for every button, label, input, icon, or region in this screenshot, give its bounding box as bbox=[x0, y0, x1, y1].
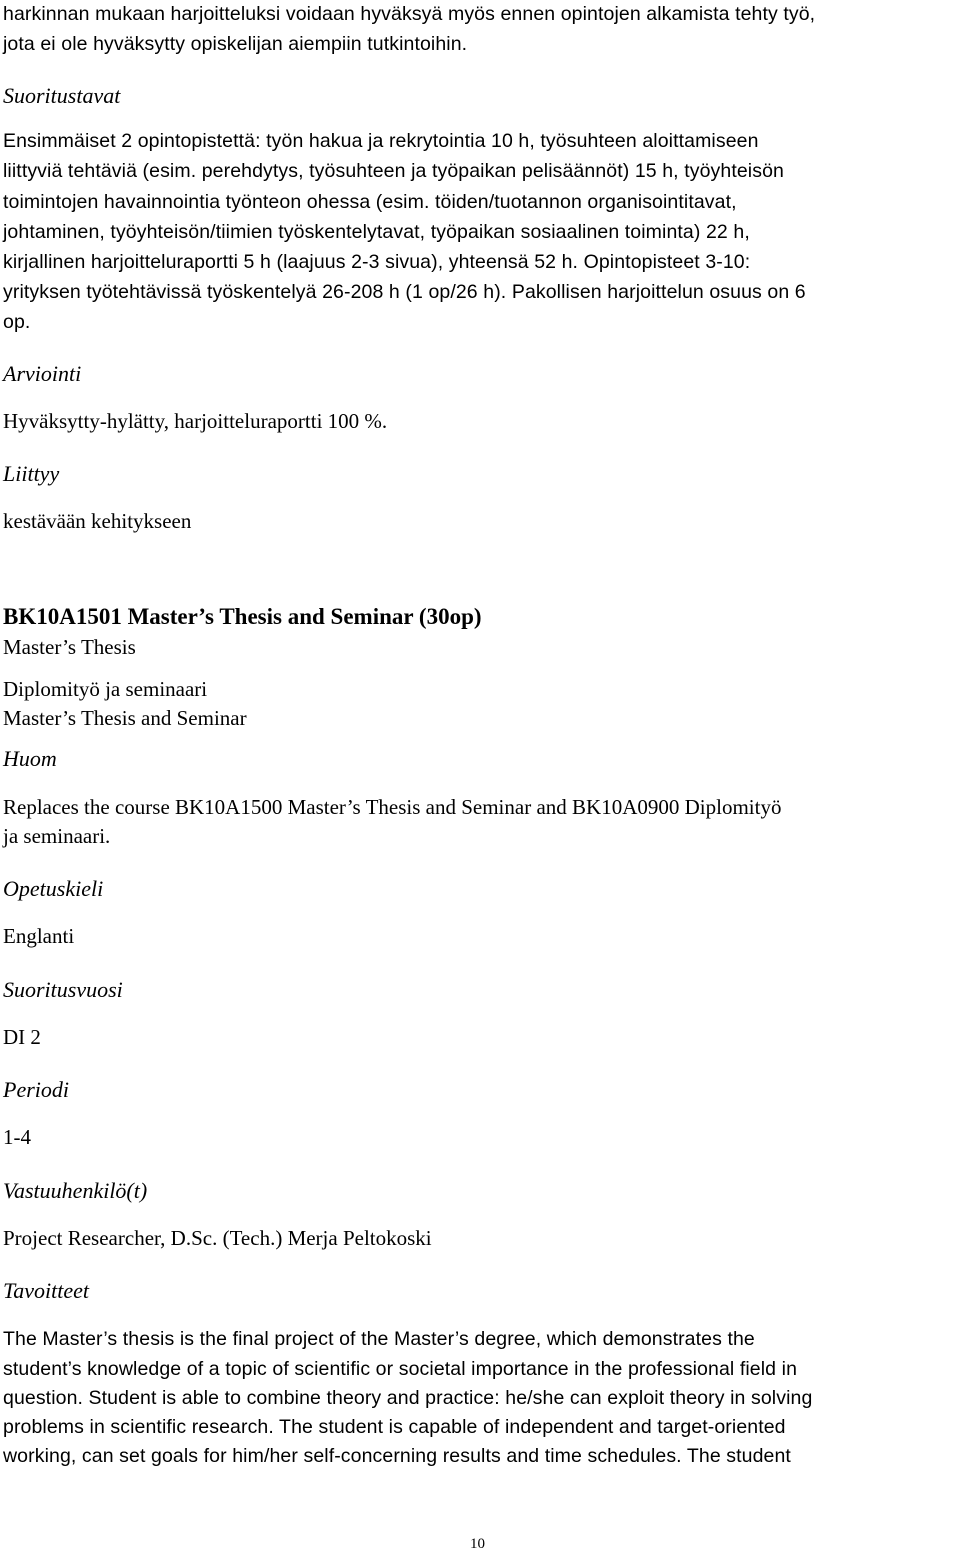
heading-tavoitteet: Tavoitteet bbox=[3, 1278, 89, 1303]
suoritustavat-line-6: yrityksen työtehtävissä työskentelyä 26-208 h (1 op/26 h). Pakollisen harjoittelun osuus on 6 bbox=[3, 281, 806, 303]
heading-suoritustavat: Suoritustavat bbox=[3, 83, 121, 108]
course-title: BK10A1501 Master’s Thesis and Seminar (30op) bbox=[3, 604, 482, 629]
suoritustavat-line-3: toimintojen havainnointia työnteon ohessa (esim. töiden/tuotannon organisointitavat, bbox=[3, 191, 737, 213]
tavoitteet-line-4: problems in scientific research. The student is capable of independent and target-oriented bbox=[3, 1416, 786, 1438]
tavoitteet-line-5: working, can set goals for him/her self-concerning results and time schedules. The student bbox=[3, 1445, 791, 1467]
heading-arviointi: Arviointi bbox=[3, 361, 82, 386]
suoritustavat-line-2: liittyviä tehtäviä (esim. perehdytys, työsuhteen ja työpaikan pelisäännöt) 15 h, työyhteisön bbox=[3, 160, 784, 182]
periodi-text: 1-4 bbox=[3, 1125, 31, 1149]
suoritustavat-line-1: Ensimmäiset 2 opintopistettä: työn hakua ja rekrytointia 10 h, työsuhteen aloittamiseen bbox=[3, 130, 759, 152]
suoritusvuosi-text: DI 2 bbox=[3, 1025, 41, 1049]
huom-line-2: ja seminaari. bbox=[3, 824, 111, 848]
huom-line-1: Replaces the course BK10A1500 Master’s Thesis and Seminar and BK10A0900 Diplomityö bbox=[3, 795, 782, 819]
heading-vastuuhenkilo: Vastuuhenkilö(t) bbox=[3, 1178, 148, 1203]
tavoitteet-line-3: question. Student is able to combine theory and practice: he/she can exploit theory in solving bbox=[3, 1387, 813, 1409]
course-name-en: Master’s Thesis bbox=[3, 635, 136, 659]
heading-huom: Huom bbox=[3, 746, 57, 771]
heading-opetuskieli: Opetuskieli bbox=[3, 876, 104, 901]
arviointi-text: Hyväksytty-hylätty, harjoitteluraportti 100 %. bbox=[3, 409, 388, 433]
tavoitteet-line-1: The Master’s thesis is the final project of the Master’s degree, which demonstrates the bbox=[3, 1328, 755, 1350]
intro-line-2: jota ei ole hyväksytty opiskelijan aiempiin tutkintoihin. bbox=[3, 33, 468, 55]
opetuskieli-text: Englanti bbox=[3, 924, 75, 948]
suoritustavat-line-4: johtaminen, työyhteisön/tiimien työskentelytavat, työpaikan sosiaalinen toiminta) 22 h, bbox=[3, 221, 750, 243]
course-name-full: Master’s Thesis and Seminar bbox=[3, 706, 247, 730]
heading-liittyy: Liittyy bbox=[3, 461, 60, 486]
suoritustavat-line-7: op. bbox=[3, 311, 31, 333]
heading-periodi: Periodi bbox=[3, 1077, 69, 1102]
intro-line-1: harkinnan mukaan harjoitteluksi voidaan hyväksyä myös ennen opintojen alkamista tehty työ, bbox=[3, 3, 816, 25]
page-number: 10 bbox=[470, 1536, 485, 1552]
vastuuhenkilo-text: Project Researcher, D.Sc. (Tech.) Merja Peltokoski bbox=[3, 1226, 432, 1250]
heading-suoritusvuosi: Suoritusvuosi bbox=[3, 977, 123, 1002]
liittyy-text: kestävään kehitykseen bbox=[3, 509, 192, 533]
course-name-fi: Diplomityö ja seminaari bbox=[3, 677, 208, 701]
tavoitteet-line-2: student’s knowledge of a topic of scientific or societal importance in the professional field in bbox=[3, 1358, 798, 1380]
suoritustavat-line-5: kirjallinen harjoitteluraportti 5 h (laajuus 2-3 sivua), yhteensä 52 h. Opintopisteet 3-10: bbox=[3, 251, 751, 273]
